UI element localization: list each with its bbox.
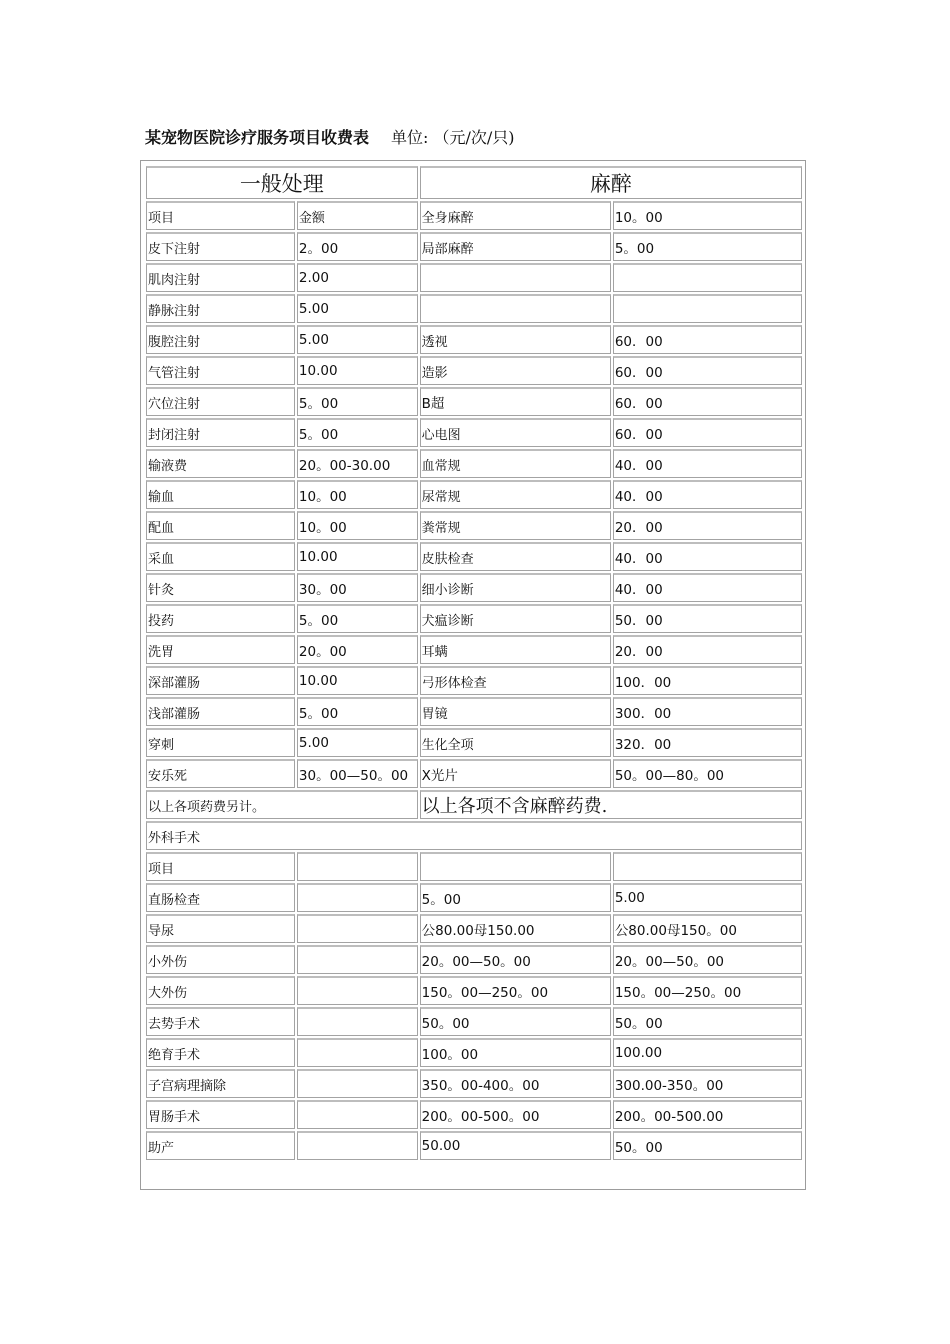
table-cell: 10.00 <box>297 542 418 571</box>
table-cell: 5.00 <box>297 325 418 354</box>
table-cell: 5。00 <box>420 883 611 912</box>
table-cell <box>420 852 611 881</box>
table-cell: 350。00-400。00 <box>420 1069 611 1098</box>
table-cell <box>297 945 418 974</box>
table-cell: 40．00 <box>613 449 802 478</box>
table-row <box>146 1007 802 1036</box>
table-cell: 心电图 <box>420 418 611 447</box>
table-cell: 10。00 <box>297 511 418 540</box>
table-row <box>146 356 802 385</box>
table-cell: 直肠检查 <box>146 883 295 912</box>
header-general: 一般处理 <box>146 166 418 199</box>
table-cell: X光片 <box>420 759 611 788</box>
table-cell: 导尿 <box>146 914 295 943</box>
table-cell: 公80.00母150。00 <box>613 914 802 943</box>
table-cell: 透视 <box>420 325 611 354</box>
table-cell: 安乐死 <box>146 759 295 788</box>
table-row <box>146 666 802 695</box>
table-cell: 腹腔注射 <box>146 325 295 354</box>
table-cell: 局部麻醉 <box>420 232 611 261</box>
table-cell: 输液费 <box>146 449 295 478</box>
table-cell: 投药 <box>146 604 295 633</box>
table-cell: 40．00 <box>613 480 802 509</box>
table-cell <box>297 883 418 912</box>
table-cell <box>297 976 418 1005</box>
table-cell: 150。00—250。00 <box>613 976 802 1005</box>
table-cell: 配血 <box>146 511 295 540</box>
table-cell: 5。00 <box>297 387 418 416</box>
table-row <box>146 1069 802 1098</box>
table-cell: 100．00 <box>613 666 802 695</box>
table-cell: 项目 <box>146 201 295 230</box>
table-row <box>146 852 802 881</box>
table-cell <box>297 914 418 943</box>
table-cell: 2.00 <box>297 263 418 292</box>
table-cell: 20．00 <box>613 635 802 664</box>
table-cell: 300.00-350。00 <box>613 1069 802 1098</box>
table-cell <box>297 1038 418 1067</box>
table-row <box>146 697 802 726</box>
table-row <box>146 325 802 354</box>
table-cell: 60．00 <box>613 325 802 354</box>
table-cell: 以上各项药费另计。 <box>146 790 418 819</box>
table-cell: 浅部灌肠 <box>146 697 295 726</box>
table-cell: 子宫病理摘除 <box>146 1069 295 1098</box>
table-cell: 50。00 <box>613 1007 802 1036</box>
table-cell: 肌肉注射 <box>146 263 295 292</box>
table-row <box>146 387 802 416</box>
table-cell: 100。00 <box>420 1038 611 1067</box>
table-cell: 2。00 <box>297 232 418 261</box>
table-cell: 100.00 <box>613 1038 802 1067</box>
surgery-title-row <box>146 821 802 850</box>
table-row <box>146 945 802 974</box>
table-cell: 去势手术 <box>146 1007 295 1036</box>
table-cell: 50。00—80。00 <box>613 759 802 788</box>
table-cell <box>613 852 802 881</box>
table-row <box>146 728 802 757</box>
table-cell: 以上各项不含麻醉药费. <box>420 790 802 819</box>
table-cell: 10。00 <box>613 201 802 230</box>
table-row <box>146 232 802 261</box>
table-cell <box>420 263 611 292</box>
table-row <box>146 604 802 633</box>
table-cell: 深部灌肠 <box>146 666 295 695</box>
table-cell: 胃镜 <box>420 697 611 726</box>
table-row <box>146 294 802 323</box>
table-cell: 外科手术 <box>146 821 802 850</box>
table-cell: 150。00—250。00 <box>420 976 611 1005</box>
table-cell: 细小诊断 <box>420 573 611 602</box>
table-cell: 10.00 <box>297 666 418 695</box>
table-cell: 公80.00母150.00 <box>420 914 611 943</box>
fee-table <box>144 164 804 1162</box>
table-row <box>146 418 802 447</box>
table-cell: 300．00 <box>613 697 802 726</box>
table-cell: 针灸 <box>146 573 295 602</box>
table-cell: 20。00—50。00 <box>613 945 802 974</box>
table-cell: 封闭注射 <box>146 418 295 447</box>
table-row <box>146 542 802 571</box>
table-cell: 造影 <box>420 356 611 385</box>
table-cell: 全身麻醉 <box>420 201 611 230</box>
table-cell: 60．00 <box>613 356 802 385</box>
table-row <box>146 883 802 912</box>
table-cell: 30。00—50。00 <box>297 759 418 788</box>
table-cell: 尿常规 <box>420 480 611 509</box>
table-cell: 采血 <box>146 542 295 571</box>
table-row <box>146 976 802 1005</box>
table-cell: 320．00 <box>613 728 802 757</box>
table-cell: 绝育手术 <box>146 1038 295 1067</box>
table-row <box>146 480 802 509</box>
table-cell <box>420 294 611 323</box>
table-cell <box>297 1100 418 1129</box>
table-cell: 20。00-30.00 <box>297 449 418 478</box>
table-cell: 皮肤检查 <box>420 542 611 571</box>
table-cell: 粪常规 <box>420 511 611 540</box>
table-cell: 50。00 <box>613 1131 802 1160</box>
table-cell: 200。00-500.00 <box>613 1100 802 1129</box>
table-row <box>146 914 802 943</box>
table-cell: 气管注射 <box>146 356 295 385</box>
fee-table-body <box>146 166 802 1160</box>
table-cell <box>297 852 418 881</box>
table-cell: 40．00 <box>613 573 802 602</box>
table-cell: 5。00 <box>297 697 418 726</box>
table-cell: 弓形体检查 <box>420 666 611 695</box>
table-cell: 5.00 <box>613 883 802 912</box>
table-cell: 5。00 <box>613 232 802 261</box>
table-cell: B超 <box>420 387 611 416</box>
table-row <box>146 759 802 788</box>
fee-table-frame <box>140 160 806 1190</box>
table-cell: 小外伤 <box>146 945 295 974</box>
table-cell <box>297 1131 418 1160</box>
table-cell: 金额 <box>297 201 418 230</box>
header-anesthesia: 麻醉 <box>420 166 802 199</box>
unit-label: 单位: （元/次/只) <box>391 128 515 147</box>
table-row <box>146 573 802 602</box>
table-cell: 20。00 <box>297 635 418 664</box>
table-cell: 静脉注射 <box>146 294 295 323</box>
table-cell: 20．00 <box>613 511 802 540</box>
table-cell: 犬瘟诊断 <box>420 604 611 633</box>
page-title: 某宠物医院诊疗服务项目收费表 <box>145 128 370 147</box>
table-cell: 40．00 <box>613 542 802 571</box>
table-cell: 生化全项 <box>420 728 611 757</box>
table-cell: 5。00 <box>297 418 418 447</box>
table-cell: 5.00 <box>297 728 418 757</box>
table-cell <box>613 294 802 323</box>
table-cell: 60．00 <box>613 387 802 416</box>
table-row <box>146 201 802 230</box>
table-row <box>146 1100 802 1129</box>
table-cell: 50．00 <box>613 604 802 633</box>
table-cell: 项目 <box>146 852 295 881</box>
table-row <box>146 263 802 292</box>
table-cell: 穴位注射 <box>146 387 295 416</box>
table-cell: 大外伤 <box>146 976 295 1005</box>
table-cell: 5。00 <box>297 604 418 633</box>
table-row <box>146 635 802 664</box>
table-cell: 助产 <box>146 1131 295 1160</box>
table-row <box>146 1131 802 1160</box>
table-cell: 10。00 <box>297 480 418 509</box>
title-line <box>145 125 515 148</box>
table-cell: 输血 <box>146 480 295 509</box>
table-cell: 10.00 <box>297 356 418 385</box>
table-cell: 皮下注射 <box>146 232 295 261</box>
table-cell <box>613 263 802 292</box>
table-cell: 60．00 <box>613 418 802 447</box>
table-row <box>146 1038 802 1067</box>
table-row <box>146 449 802 478</box>
table-cell: 洗胃 <box>146 635 295 664</box>
table-cell: 50.00 <box>420 1131 611 1160</box>
table-cell: 耳螨 <box>420 635 611 664</box>
table-cell: 30。00 <box>297 573 418 602</box>
table-cell: 50。00 <box>420 1007 611 1036</box>
table-cell: 血常规 <box>420 449 611 478</box>
table-cell: 200。00-500。00 <box>420 1100 611 1129</box>
table-cell <box>297 1007 418 1036</box>
header-row <box>146 166 802 199</box>
notes-row <box>146 790 802 819</box>
table-cell <box>297 1069 418 1098</box>
table-cell: 胃肠手术 <box>146 1100 295 1129</box>
table-row <box>146 511 802 540</box>
table-cell: 穿刺 <box>146 728 295 757</box>
table-cell: 20。00—50。00 <box>420 945 611 974</box>
table-cell: 5.00 <box>297 294 418 323</box>
